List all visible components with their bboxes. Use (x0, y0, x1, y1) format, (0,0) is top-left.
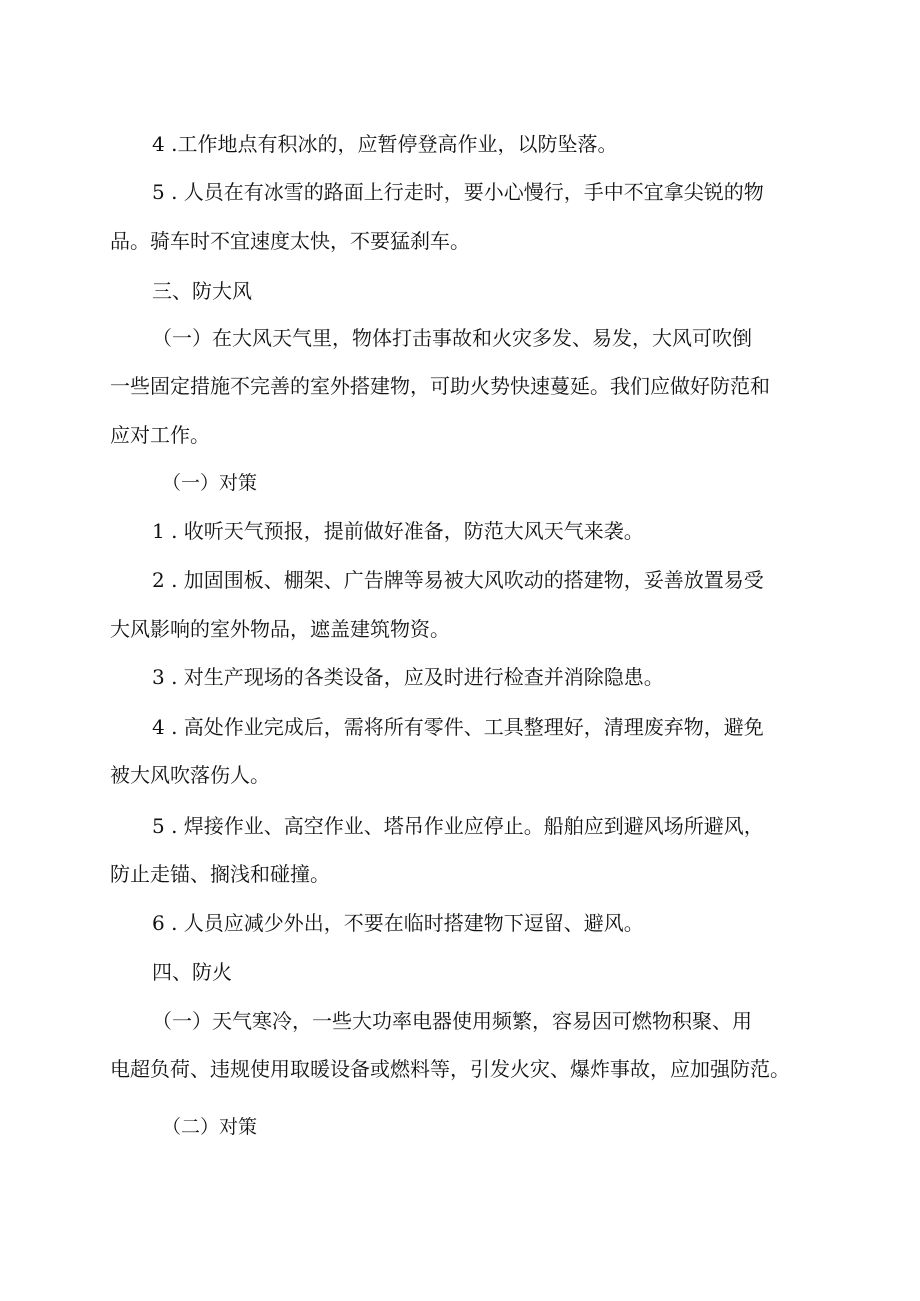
section-heading-wind: 三、防大风 (152, 279, 252, 303)
wind-intro-line-2: 一些固定措施不完善的室外搭建物，可助火势快速蔓延。我们应做好防范和 (110, 374, 770, 398)
item-5-walk-line-2: 品。骑车时不宜速度太快，不要猛刹车。 (110, 229, 470, 253)
wind-item-5-line-1: 5 . 焊接作业、高空作业、塔吊作业应停止。船舶应到避风场所避风， (152, 814, 764, 838)
wind-item-6: 6 . 人员应减少外出，不要在临时搭建物下逗留、避风。 (152, 911, 644, 935)
item-5-walk-line-1: 5 . 人员在有冰雪的路面上行走时，要小心慢行，手中不宜拿尖锐的物 (152, 180, 764, 204)
subheading-measures-wind: （一）对策 (162, 472, 258, 494)
wind-item-2-line-1: 2 . 加固围板、棚架、广告牌等易被大风吹动的搭建物，妥善放置易受 (152, 568, 764, 592)
wind-item-3: 3 . 对生产现场的各类设备，应及时进行检查并消除隐患。 (152, 665, 664, 689)
wind-item-4-line-1: 4 . 高处作业完成后，需将所有零件、工具整理好，清理废弃物，避免 (152, 715, 764, 739)
fire-intro-line-1: （一）天气寒冷，一些大功率电器使用频繁，容易因可燃物积聚、用 (152, 1009, 752, 1033)
item-4-ice-line-1: 4 .工作地点有积冰的，应暂停登高作业，以防坠落。 (152, 132, 618, 156)
wind-item-5-line-2: 防止走锚、搁浅和碰撞。 (110, 862, 330, 886)
subheading-measures-fire: （二）对策 (162, 1116, 258, 1138)
wind-item-4-line-2: 被大风吹落伤人。 (110, 763, 270, 787)
wind-intro-line-3: 应对工作。 (110, 423, 210, 447)
section-heading-fire: 四、防火 (152, 960, 232, 984)
fire-intro-line-2: 电超负荷、违规使用取暖设备或燃料等，引发火灾、爆炸事故，应加强防范。 (110, 1057, 790, 1081)
wind-item-2-line-2: 大风影响的室外物品，遮盖建筑物资。 (110, 617, 450, 641)
wind-item-1: 1 . 收听天气预报，提前做好准备，防范大风天气来袭。 (152, 519, 644, 543)
wind-intro-line-1: （一）在大风天气里，物体打击事故和火灾多发、易发，大风可吹倒 (152, 326, 752, 350)
